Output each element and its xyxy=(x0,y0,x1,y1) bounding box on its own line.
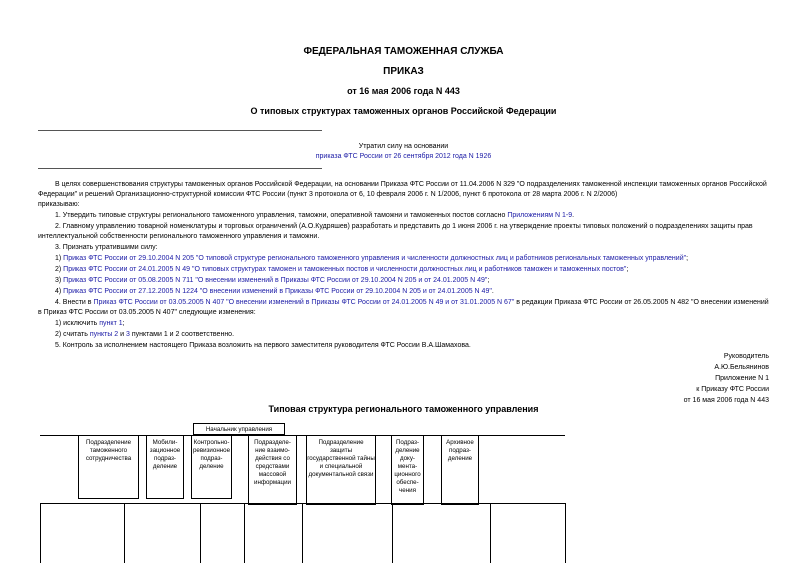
repealed-3-link[interactable]: Приказ ФТС России от 05.08.2005 N 711 "О внесении изменений в Приказы ФТС России от 29.10.2004 N 205 и от 24.01.2005 N 49" xyxy=(63,277,488,284)
separator-bottom xyxy=(38,168,322,169)
org-unit-media: Подразделе-ние взаимо-действия со средствами массовой информации xyxy=(248,435,297,505)
order-word: приказываю: xyxy=(38,201,80,208)
repealed-3: 3) Приказ ФТС России от 05.08.2005 N 711 "О внесении изменений в Приказы ФТС России от 29.10.2004 N 205 и от 24.01.2005 N 49"; xyxy=(55,277,490,284)
item-3: 3. Признать утратившими силу: xyxy=(55,244,158,251)
change-2: 2) считать пункты 2 и 3 пунктами 1 и 2 соответственно. xyxy=(55,331,235,338)
item-1: 1. Утвердить типовые структуры регионального таможенного управления, таможни, оперативной таможни и таможенных постов согласно Приложениям N 1-9. xyxy=(55,212,575,219)
org-connector-right xyxy=(565,503,566,563)
appendix-to: к Приказу ФТС России xyxy=(696,386,769,393)
repealed-2: 2) Приказ ФТС России от 24.01.2005 N 49 "О типовых структурах таможен и таможенных постов и численности должностных лиц и работников таможен и таможенных постов"; xyxy=(55,266,629,273)
repealed-1-link[interactable]: Приказ ФТС России от 29.10.2004 N 205 "О типовой структуре регионального таможенного управления и численности должностных лиц и работников региональных таможенных управлений" xyxy=(63,255,687,262)
org-unit-audit: Контрольно-ревизионное подраз-деление xyxy=(191,435,232,499)
point-1-link[interactable]: пункт 1 xyxy=(99,320,123,327)
org-unit-secrecy: Подразделение защиты государственной тайны и специальной документальной связи xyxy=(306,435,376,505)
document-date-number: от 16 мая 2006 года N 443 xyxy=(347,86,460,96)
agency-name: ФЕДЕРАЛЬНАЯ ТАМОЖЕННАЯ СЛУЖБА xyxy=(303,46,504,57)
change-1: 1) исключить пункт 1; xyxy=(55,320,125,327)
repealed-4-link[interactable]: Приказ ФТС России от 27.12.2005 N 1224 "О внесении изменений в Приказы ФТС России от 29.10.2004 N 205 и от 24.01.2005 N 49" xyxy=(63,288,492,295)
repeal-link[interactable]: приказа ФТС России от 26 сентября 2012 года N 1926 xyxy=(315,153,492,160)
intro-paragraph: В целях совершенствования структуры таможенных органов Российской Федерации, на основании Приказа ФТС России от 11.04.2006 N 329 "О подразделениях таможенной инспекции таможенных органов Российской Федерации" и решений Организационно-структурной комиссии ФТС России (пункт 3 протокола от 6, 10 февраля 2006 г. N 1/2006, пункт 6 протокола от 28 марта 2006 г. N 2/2006) xyxy=(38,181,767,198)
org-connector-1 xyxy=(124,503,125,563)
signature-role: Руководитель xyxy=(723,353,769,360)
org-head-box: Начальник управления xyxy=(193,423,285,435)
document-type: ПРИКАЗ xyxy=(383,66,424,77)
point-2-link[interactable]: пункты 2 xyxy=(89,331,119,338)
org-connector-4 xyxy=(302,503,303,563)
org-unit-mobilization: Мобили-зационное подраз-деление xyxy=(146,435,184,499)
org-unit-archive: Архивное подраз-деление xyxy=(441,435,479,505)
org-unit-cooperation: Подразделение таможенного сотрудничества xyxy=(78,435,139,499)
item-5: 5. Контроль за исполнением настоящего Приказа возложить на первого заместителя руководителя ФТС России В.А.Шамахова. xyxy=(55,342,471,349)
status-note: Утратил силу на основании xyxy=(358,143,449,150)
org-connector-left xyxy=(40,503,41,563)
org-connector-6 xyxy=(490,503,491,563)
item-4: 4. Внести в Приказ ФТС России от 03.05.2005 N 407 "О внесении изменений в Приказы ФТС России от 24.01.2005 N 49 и от 31.01.2005 N 67" в редакции Приказа ФТС России от 26.05.2005 N 482 "О внесении изменений в Приказ ФТС России от 03.05.2005 N 407" следующие изменения: xyxy=(38,299,769,316)
document-title: О типовых структурах таможенных органов Российской Федерации xyxy=(250,106,557,116)
org-connector-3 xyxy=(244,503,245,563)
separator-top xyxy=(38,130,322,131)
appendix-link[interactable]: Приложениям N 1-9 xyxy=(507,212,573,219)
org-connector-2 xyxy=(200,503,201,563)
point-3-link[interactable]: 3 xyxy=(126,331,130,338)
org-connector-5 xyxy=(392,503,393,563)
item-2: 2. Главному управлению товарной номенклатуры и торговых ограничений (А.О.Кудряшев) разработать и представить до 1 июня 2006 г. на утверждение проекты типовых положений о подразделениях защиты прав интеллектуальной собственности регионального таможенного управления и таможни. xyxy=(38,223,753,240)
appendix-title: Типовая структура регионального таможенного управления xyxy=(268,404,539,414)
repealed-1: 1) Приказ ФТС России от 29.10.2004 N 205 "О типовой структуре регионального таможенного управления и численности должностных лиц и работников региональных таможенных управлений"; xyxy=(55,255,689,262)
repealed-2-link[interactable]: Приказ ФТС России от 24.01.2005 N 49 "О типовых структурах таможен и таможенных постов и численности должностных лиц и работников таможен и таможенных постов" xyxy=(63,266,627,273)
amended-order-link[interactable]: Приказ ФТС России от 03.05.2005 N 407 "О внесении изменений в Приказы ФТС России от 24.01.2005 N 49 и от 31.01.2005 N 67" xyxy=(93,299,515,306)
appendix-label: Приложение N 1 xyxy=(715,375,769,382)
signature-name: А.Ю.Бельянинов xyxy=(714,364,769,371)
repealed-4: 4) Приказ ФТС России от 27.12.2005 N 1224 "О внесении изменений в Приказы ФТС России от 29.10.2004 N 205 и от 24.01.2005 N 49". xyxy=(55,288,494,295)
appendix-date: от 16 мая 2006 года N 443 xyxy=(683,397,769,404)
org-unit-documentation: Подраз-деление доку-мента-ционного обеспе-чения xyxy=(391,435,424,505)
